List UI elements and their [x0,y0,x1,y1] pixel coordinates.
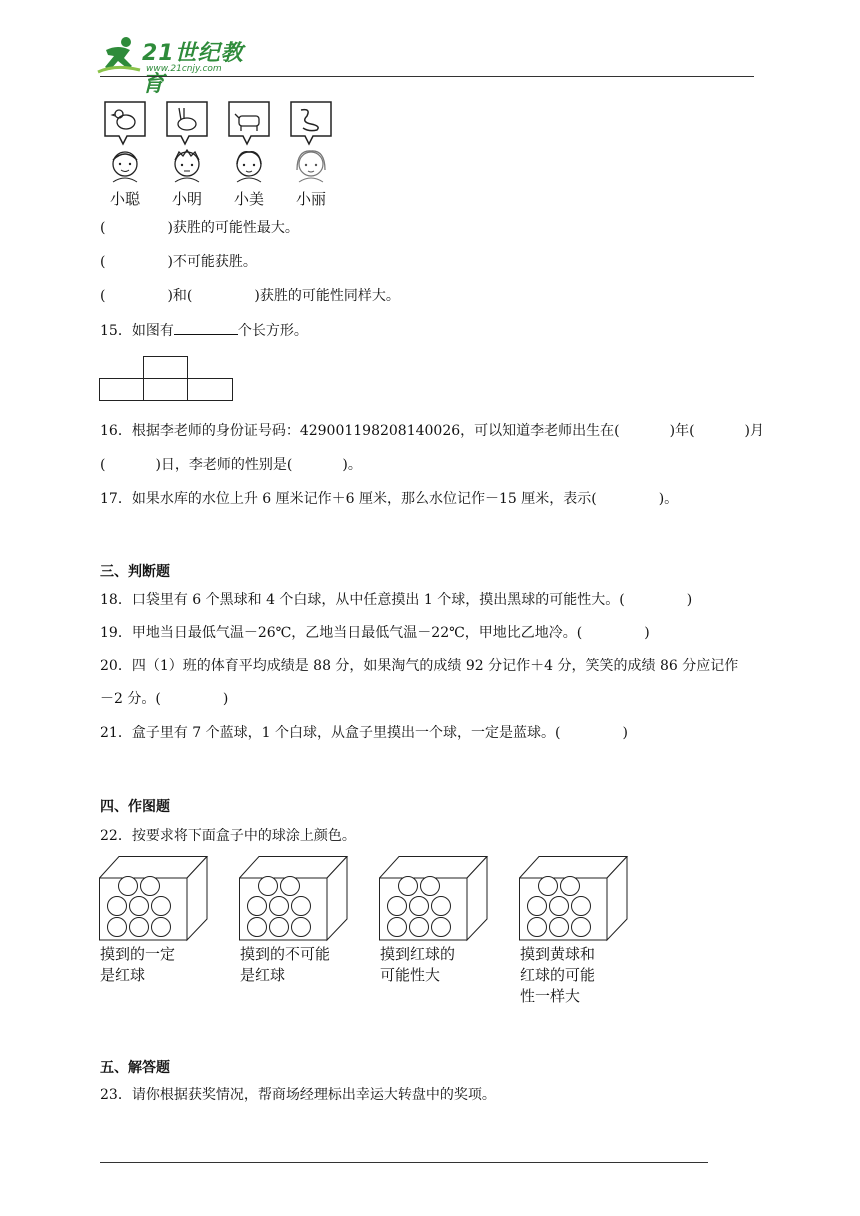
q14-line-1: ( )获胜的可能性最大。 [100,220,299,236]
q20-line-2: －2 分。( ) [100,691,229,707]
kid-name-1: 小聪 [109,190,140,208]
q15-blank[interactable] [174,320,238,335]
header-rule [100,76,754,77]
ball-box-3[interactable] [379,856,489,942]
chick-icon [103,100,147,146]
kid-1 [100,100,150,210]
girl-face-icon [229,146,269,186]
footer-rule [100,1162,708,1163]
rabbit-icon [165,100,209,146]
q21-line: 21．盒子里有 7 个蓝球，1 个白球，从盒子里摸出一个球，一定是蓝球。( ) [100,725,628,741]
site-logo [96,34,266,97]
ball-box-2[interactable] [239,856,349,942]
q22-line: 22．按要求将下面盒子中的球涂上颜色。 [100,828,356,844]
snake-icon [289,100,333,146]
box-caption-4: 摸到黄球和 红球的可能 性一样大 [520,945,596,1005]
boxes-row [99,856,629,946]
ball-box-4[interactable] [519,856,629,942]
sheep-icon [227,100,271,146]
box-caption-2: 摸到的不可能 是红球 [240,945,331,984]
q18-line: 18．口袋里有 6 个黑球和 4 个白球，从中任意摸出 1 个球，摸出黑球的可能性大。( ) [100,592,693,608]
kid-name-4: 小丽 [295,190,326,208]
rectangles-figure [99,356,235,402]
q17-line: 17．如果水库的水位上升 6 厘米记作＋6 厘米，那么水位记作－15 厘米，表示( )。 [100,491,679,507]
kid-2 [162,100,212,210]
kid-name-2: 小明 [171,190,202,208]
q16-line-1: 16．根据李老师的身份证号码：429001198208140026，可以知道李老师出生在( )年( )月 [100,423,765,439]
girl-face-icon [291,146,331,186]
kid-name-3: 小美 [233,190,264,208]
q16-line-2: ( )日，李老师的性别是( )。 [100,457,362,473]
section-4-title: 四、作图题 [100,799,170,815]
section-3-title: 三、判断题 [100,564,170,580]
box-caption-1: 摸到的一定 是红球 [100,945,176,984]
kids-figure [100,100,340,210]
logo-text: 21世纪教育 [142,41,244,97]
q20-line-1: 20．四（1）班的体育平均成绩是 88 分，如果淘气的成绩 92 分记作＋4 分，笑笑的成绩 86 分应记作 [100,658,739,674]
boy-face-icon [105,146,145,186]
q14-line-3: ( )和( )获胜的可能性同样大。 [100,288,400,304]
q19-line: 19．甲地当日最低气温－26℃，乙地当日最低气温－22℃，甲地比乙地冷。( ) [100,625,650,641]
ball-box-1[interactable] [99,856,209,942]
runner-logo-icon [96,36,142,76]
q15-line: 15．如图有 个长方形。 [100,320,308,341]
section-5-title: 五、解答题 [100,1060,170,1076]
kid-3 [224,100,274,210]
kid-4 [286,100,336,210]
q14-line-2: ( )不可能获胜。 [100,254,257,270]
logo-url: www.21cnjy.com [146,64,222,74]
boy-face-icon [167,146,207,186]
q23-line: 23．请你根据获奖情况，帮商场经理标出幸运大转盘中的奖项。 [100,1087,496,1103]
box-caption-3: 摸到红球的 可能性大 [380,945,456,984]
